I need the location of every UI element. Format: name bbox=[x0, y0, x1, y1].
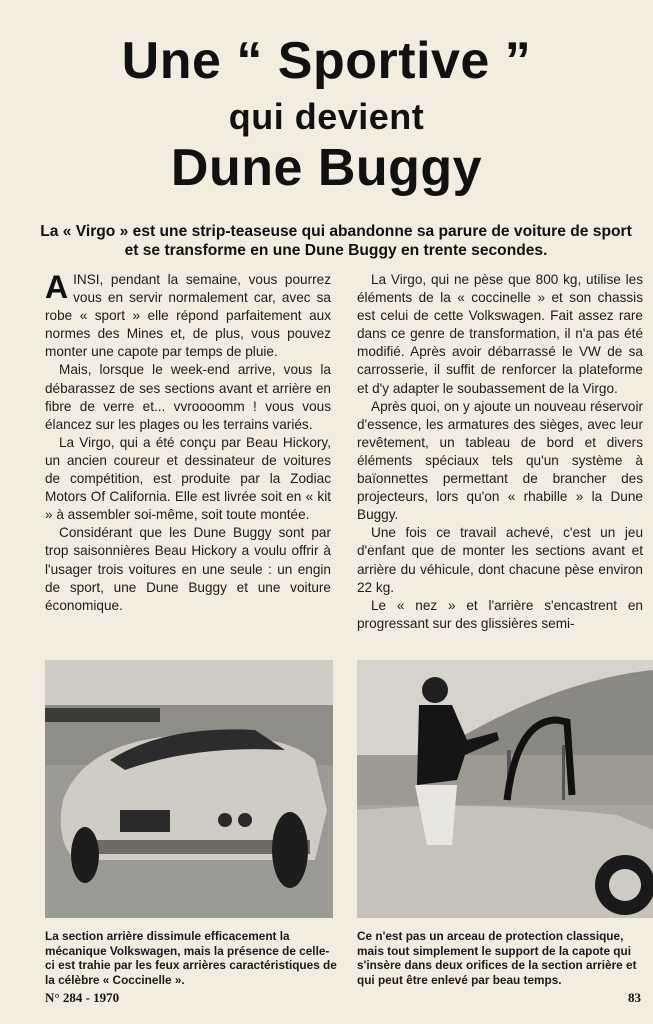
headline-line-3: Dune Buggy bbox=[170, 139, 483, 197]
headline-line-2: qui devient bbox=[228, 96, 425, 137]
paragraph: La Virgo, qui a été conçu par Beau Hickory, un ancien coureur et dessinateur de voitures de compétition, est produite par la Zodiac Motors Of California. Elle est livrée soit en « kit » à assembler soi-même, soit toute montée. bbox=[45, 434, 331, 523]
paragraph: Mais, lorsque le week-end arrive, vous la débarassez de ses sections avant et arrière en fibre de verre et... vvroooomm ! vous vous élancez sur les plages ou les terrains variés. bbox=[45, 362, 331, 432]
paragraph: Considérant que les Dune Buggy sont par trop saisonnières Beau Hickory a voulu offrir à l'usager trois voitures en une seule : un engin de sport, une Dune Buggy et une voiture économique. bbox=[45, 525, 331, 613]
paragraph-text: INSI, pendant la semaine, vous pourrez vous en servir normalement car, avec sa robe « sport » elle répond parfaitement aux normes des Mines et, de plus, vous pouvez monter une capote par temps de pluie. bbox=[45, 272, 331, 360]
lead-paragraph: La « Virgo » est une strip-teaseuse qui abandonne sa parure de voiture de sport et se transforme en une Dune Buggy en trente secondes. bbox=[40, 223, 632, 259]
paragraph: Le « nez » et l'arrière s'encastrent en progressant sur des glissières semi- bbox=[357, 597, 643, 631]
headline-line-1: Une “ Sportive ” bbox=[121, 32, 532, 90]
paragraph: La Virgo, qui ne pèse que 800 kg, utilise les éléments de la « coccinelle » et son chassis est celui de cette Volkswagen. Fait assez rare dans ce genre de transformation, il n'a pas été modifié. Après avoir débarrassé le VW de sa carrosserie, il suffit de renforcer la plateforme et d'y adapter le soubassement de la Virgo. bbox=[357, 272, 643, 396]
issue-number: N° 284 - 1970 bbox=[45, 990, 120, 1005]
article-column-right bbox=[357, 271, 643, 633]
photo-car-rear bbox=[45, 660, 333, 918]
photo-man-with-hood-frame bbox=[357, 660, 653, 918]
photo-caption-right: Ce n'est pas un arceau de protection classique, mais tout simplement le support de la capote qui s'insère dans deux orifices de la section arrière et qui peut être enlevé par beau temps. bbox=[357, 929, 637, 987]
paragraph bbox=[45, 271, 331, 361]
article-column-left bbox=[45, 271, 331, 615]
photo-caption-left: La section arrière dissimule efficacement la mécanique Volkswagen, mais la présence de celle-ci est trahie par les feux arrières caractéristiques de la célèbre « Coccinelle ». bbox=[45, 929, 337, 987]
drop-cap: A bbox=[45, 269, 69, 305]
paragraph: Après quoi, on y ajoute un nouveau réservoir d'essence, les armatures des sièges, avec leur revêtement, un tableau de bord et divers éléments spéciaux tels qu'un système à baïonnettes permettant de brancher des projecteurs, lors qu'on « rhabille » la Dune Buggy. bbox=[357, 398, 643, 523]
page-number: 83 bbox=[628, 990, 641, 1005]
paragraph: Une fois ce travail achevé, c'est un jeu d'enfant que de monter les sections avant et arrière du véhicule, dont chacune pèse environ 22 kg. bbox=[357, 525, 643, 595]
